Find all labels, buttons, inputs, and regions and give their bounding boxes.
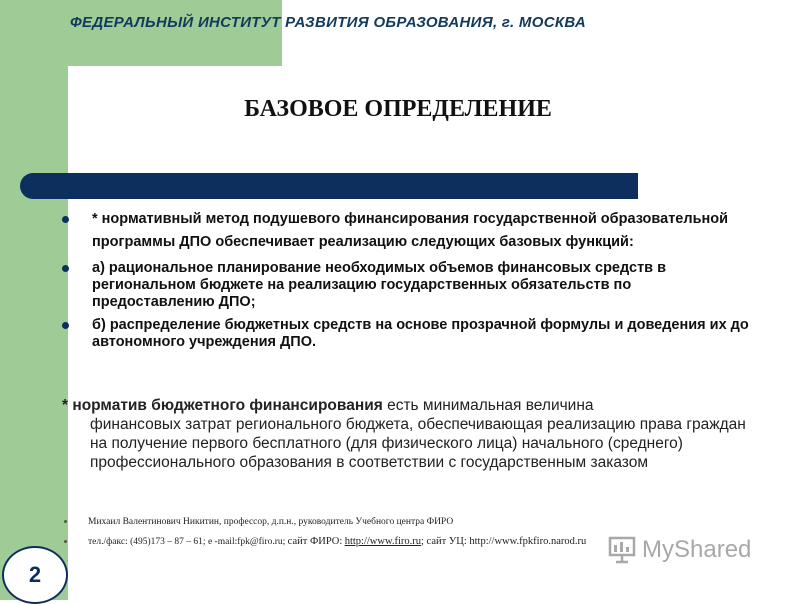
normative-term: * норматив бюджетного финансирования [62, 397, 383, 414]
watermark-text: MyShared [642, 536, 752, 563]
bullet-item: б) распределение бюджетных средств на основе прозрачной формулы и доведения их до автономного учреждения ДПО. [62, 317, 752, 351]
presentation-icon [608, 536, 636, 564]
top-green-band [0, 0, 282, 66]
small-bullet-icon [64, 520, 67, 523]
firo-site-link[interactable]: http://www.firo.ru [344, 536, 421, 547]
normative-body: финансовых затрат регионального бюджета, обеспечивающая реализацию права граждан на получение первого бесплатного (для физического лица) начального (среднего) профессионального образования в соответствии с государственным заказом [90, 416, 746, 471]
page-number-badge: 2 [2, 546, 68, 604]
slide-title: БАЗОВОЕ ОПРЕДЕЛЕНИЕ [244, 96, 552, 122]
footer-contacts: тел./факс: (495)173 – 87 – 61; e -mail:fpk@firo.ru; сайт ФИРО: http://www.firo.ru; сайт УЦ: http://www.fpkfiro.narod.ru [64, 535, 624, 549]
footer-author: Михаил Валентинович Никитин, профессор, д.п.н., руководитель Учебного центра ФИРО [64, 515, 624, 529]
bullet-dot-icon [62, 216, 69, 223]
bullet-dot-icon [62, 265, 69, 272]
institute-header: ФЕДЕРАЛЬНЫЙ ИНСТИТУТ РАЗВИТИЯ ОБРАЗОВАНИЯ, г. МОСКВА [70, 14, 587, 31]
title-underline-bar [20, 173, 638, 199]
small-bullet-icon [64, 540, 67, 543]
normative-definition [62, 396, 752, 472]
footer [64, 515, 624, 555]
bullet-list [62, 208, 752, 357]
left-green-band [0, 0, 68, 600]
normative-inline: есть минимальная величина [387, 397, 594, 414]
watermark [608, 536, 751, 564]
bullet-item: * нормативный метод подушевого финансирования государственной образовательной программы ДПО обеспечивает реализацию следующих базовых функций: [62, 208, 752, 254]
bullet-dot-icon [62, 322, 69, 329]
bullet-item: а) рациональное планирование необходимых объемов финансовых средств в региональном бюджете на реализацию государственных обязательств по предоставлению ДПО; [62, 260, 752, 311]
